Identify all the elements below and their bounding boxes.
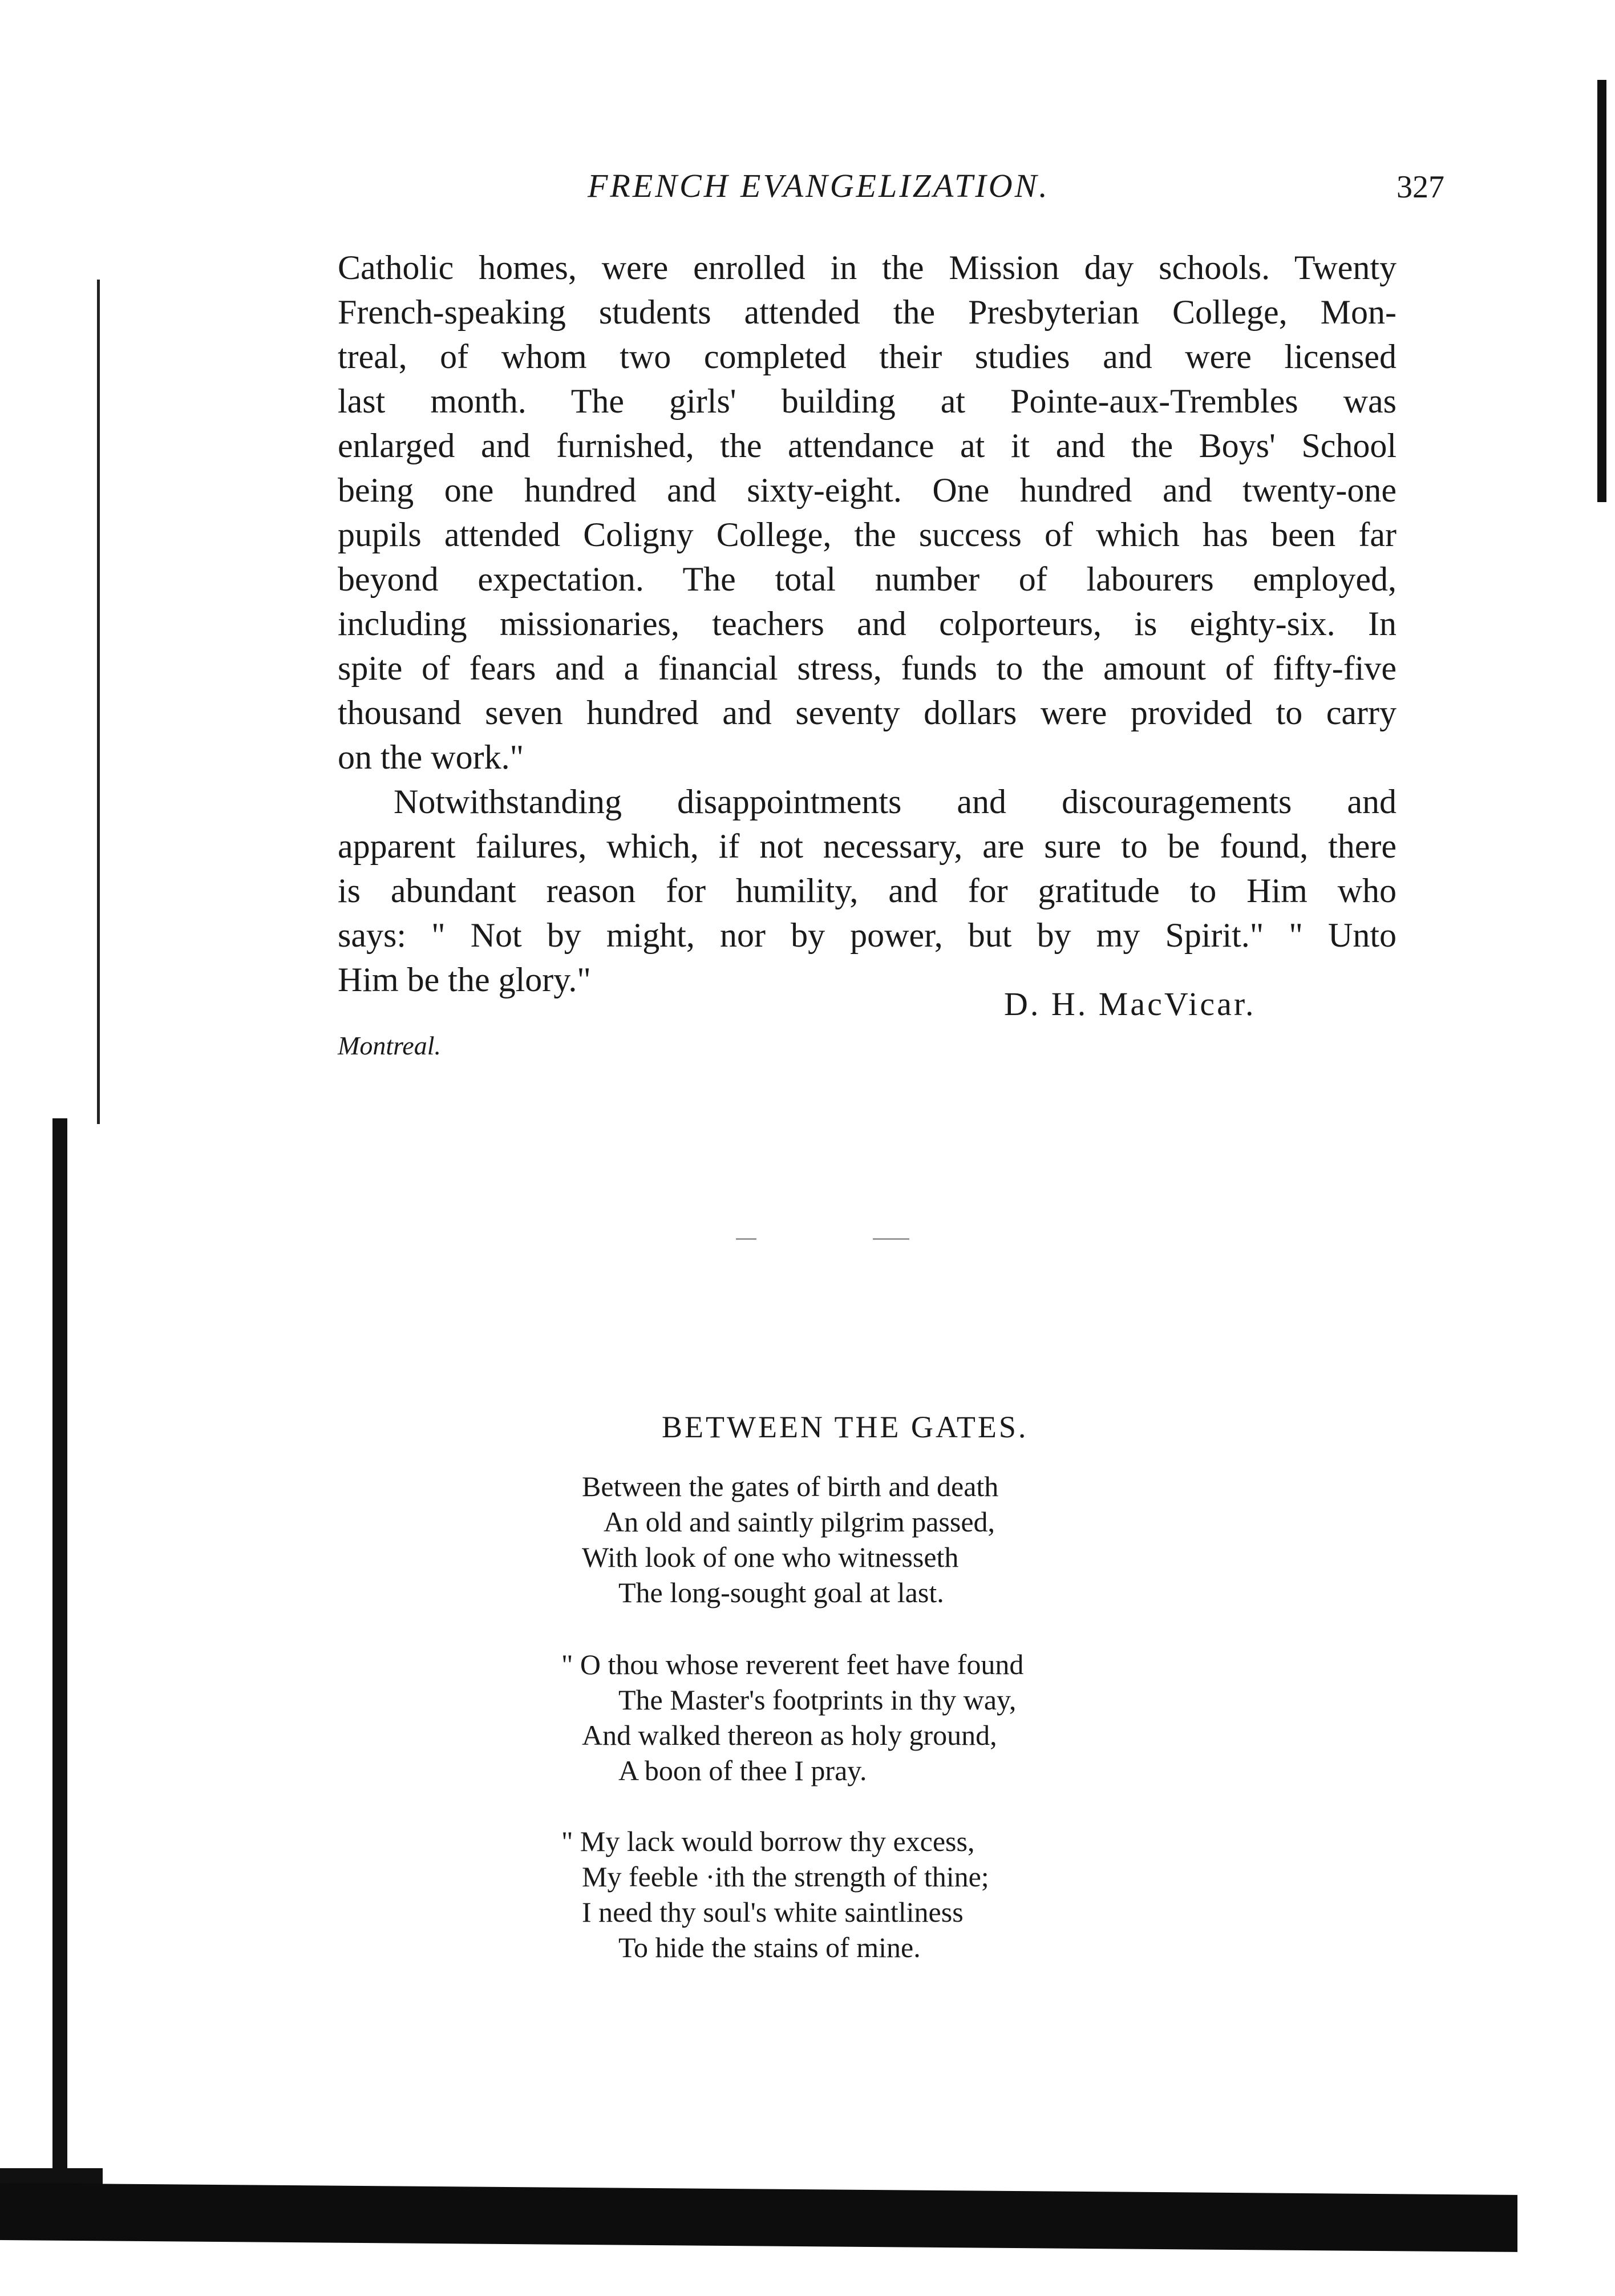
body-text-line: is abundant reason for humility, and for gratitude to Him who [338,872,1397,909]
poem-line: The long-sought goal at last. [618,1577,944,1608]
page-number: 327 [1397,169,1444,205]
poem-line: " O thou whose reverent feet have found [561,1648,1024,1680]
place-line: Montreal. [338,1031,441,1060]
body-text-line: pupils attended Coligny College, the success of which has been far [338,516,1397,553]
body-text-line: last month. The girls' building at Pointe-aux-Trembles was [338,382,1397,420]
body-text-line: being one hundred and sixty-eight. One hundred and twenty-one [338,471,1397,509]
poem-line: An old and saintly pilgrim passed, [604,1506,995,1538]
section-divider [736,1238,756,1240]
body-text-line: French-speaking students attended the Presbyterian College, Mon- [338,293,1397,331]
scan-edge-shadow [97,280,100,1124]
poem-title: BETWEEN THE GATES. [662,1410,1029,1444]
body-text-line: Notwithstanding disappointments and discouragements and [394,783,1397,820]
body-text-line: spite of fears and a financial stress, funds to the amount of fifty-five [338,649,1397,687]
body-text-line: apparent failures, which, if not necessary, are sure to be found, there [338,827,1397,865]
body-text-line: Catholic homes, were enrolled in the Mission day schools. Twenty [338,249,1397,286]
body-text-line: treal, of whom two completed their studies and were licensed [338,338,1397,375]
section-divider [873,1238,909,1240]
body-text-line: on the work." [338,738,524,776]
poem-line: With look of one who witnesseth [582,1541,959,1573]
poem-line: To hide the stains of mine. [618,1931,921,1963]
author-signature: D. H. MacVicar. [1004,985,1256,1022]
scan-binding-shadow [52,1118,67,2180]
running-title: FRENCH EVANGELIZATION. [588,167,1050,204]
scan-right-edge-shadow [1597,80,1606,502]
body-text-line: beyond expectation. The total number of labourers employed, [338,560,1397,598]
poem-line: " My lack would borrow thy excess, [561,1825,975,1857]
scan-bottom-edge-shadow [0,2183,1517,2252]
body-text-line: thousand seven hundred and seventy dollars were provided to carry [338,694,1397,731]
poem-line: The Master's footprints in thy way, [618,1684,1017,1716]
poem-line: My feeble ·ith the strength of thine; [582,1861,989,1893]
poem-line: A boon of thee I pray. [618,1755,867,1786]
body-text-line: enlarged and furnished, the attendance at it and the Boys' School [338,427,1397,464]
poem-line: I need thy soul's white saintliness [582,1896,964,1928]
poem-line: And walked thereon as holy ground, [582,1719,997,1751]
poem-line: Between the gates of birth and death [582,1470,999,1502]
body-text-line: says: " Not by might, nor by power, but by my Spirit." " Unto [338,916,1397,954]
body-text-line: including missionaries, teachers and colporteurs, is eighty-six. In [338,605,1397,642]
body-text-line: Him be the glory." [338,961,591,999]
